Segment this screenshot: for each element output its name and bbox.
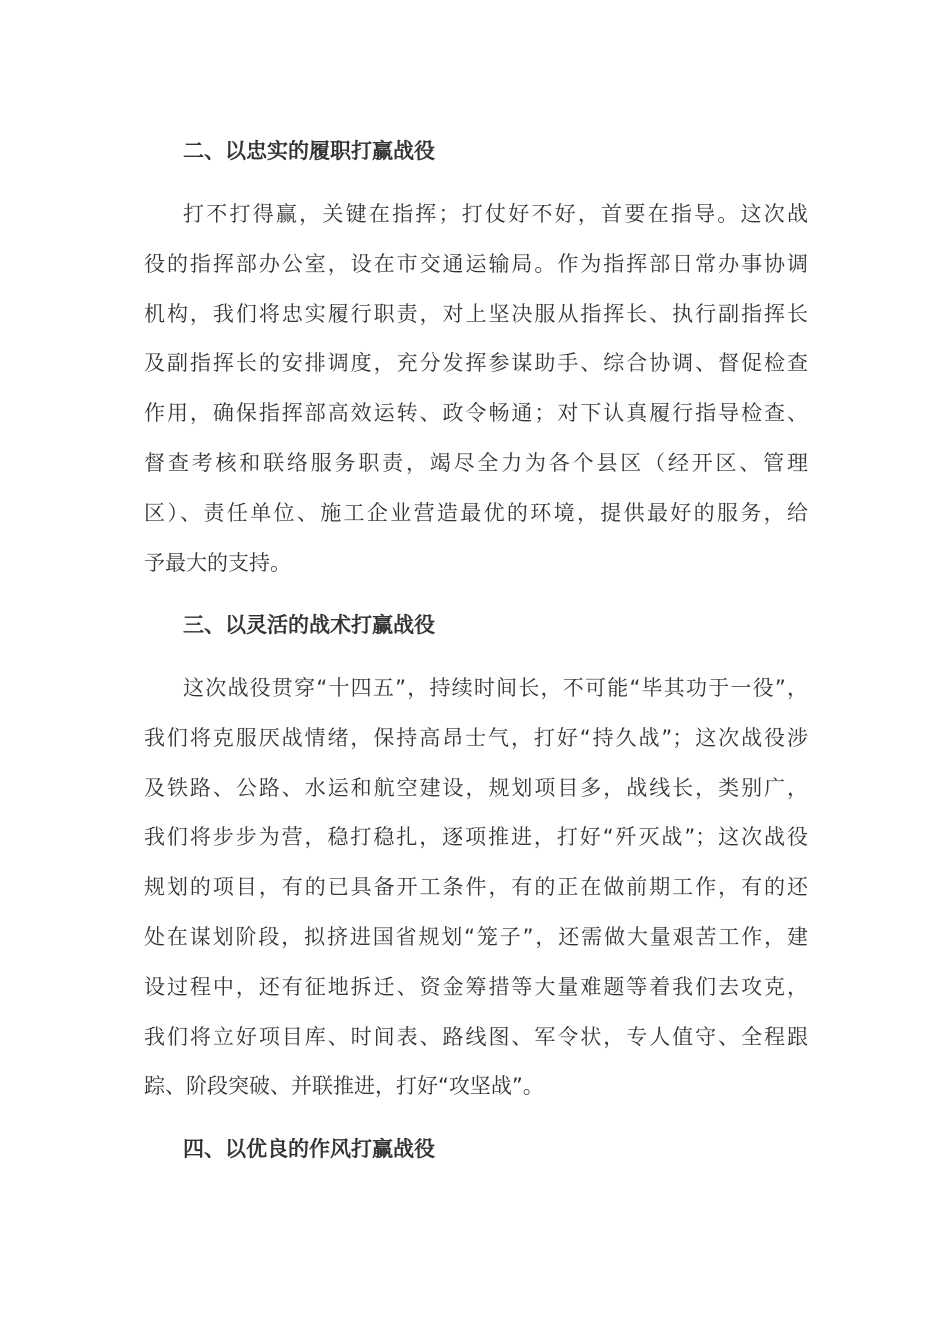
paragraph-line: 我们将克服厌战情绪，保持高昂士气，打好“持久战”；这次战役涉: [144, 726, 808, 750]
section-heading-4: 四、以优良的作风打赢战役: [183, 1137, 435, 1161]
paragraph-line: 机构，我们将忠实履行职责，对上坚决服从指挥长、执行副指挥长: [144, 302, 808, 326]
paragraph-line: 设过程中，还有征地拆迁、资金筹措等大量难题等着我们去攻克，: [144, 975, 808, 999]
paragraph-line: 我们将步步为营，稳打稳扎，逐项推进，打好“歼灭战”；这次战役: [144, 825, 808, 849]
paragraph-line: 踪、阶段突破、并联推进，打好“攻坚战”。: [144, 1074, 544, 1098]
paragraph-line: 及副指挥长的安排调度，充分发挥参谋助手、综合协调、督促检查: [144, 351, 808, 375]
paragraph-line: 予最大的支持。: [144, 551, 291, 575]
paragraph-line: 役的指挥部办公室，设在市交通运输局。作为指挥部日常办事协调: [144, 252, 808, 276]
paragraph-line: 这次战役贯穿“十四五”，持续时间长，不可能“毕其功于一役”，: [183, 676, 808, 700]
section-heading-3: 三、以灵活的战术打赢战役: [183, 613, 435, 637]
paragraph-line: 作用，确保指挥部高效运转、政令畅通；对下认真履行指导检查、: [144, 401, 808, 425]
paragraph-line: 及铁路、公路、水运和航空建设，规划项目多，战线长，类别广，: [144, 776, 808, 800]
section-heading-2: 二、以忠实的履职打赢战役: [183, 139, 435, 163]
paragraph-line: 区）、责任单位、施工企业营造最优的环境，提供最好的服务，给: [144, 501, 808, 525]
paragraph-line: 打不打得赢，关键在指挥；打仗好不好，首要在指导。这次战: [183, 202, 808, 226]
paragraph-line: 我们将立好项目库、时间表、路线图、军令状，专人值守、全程跟: [144, 1025, 808, 1049]
paragraph-line: 处在谋划阶段，拟挤进国省规划“笼子”，还需做大量艰苦工作，建: [144, 925, 808, 949]
paragraph-line: 督查考核和联络服务职责，竭尽全力为各个县区（经开区、管理: [144, 451, 808, 475]
paragraph-line: 规划的项目，有的已具备开工条件，有的正在做前期工作，有的还: [144, 875, 808, 899]
